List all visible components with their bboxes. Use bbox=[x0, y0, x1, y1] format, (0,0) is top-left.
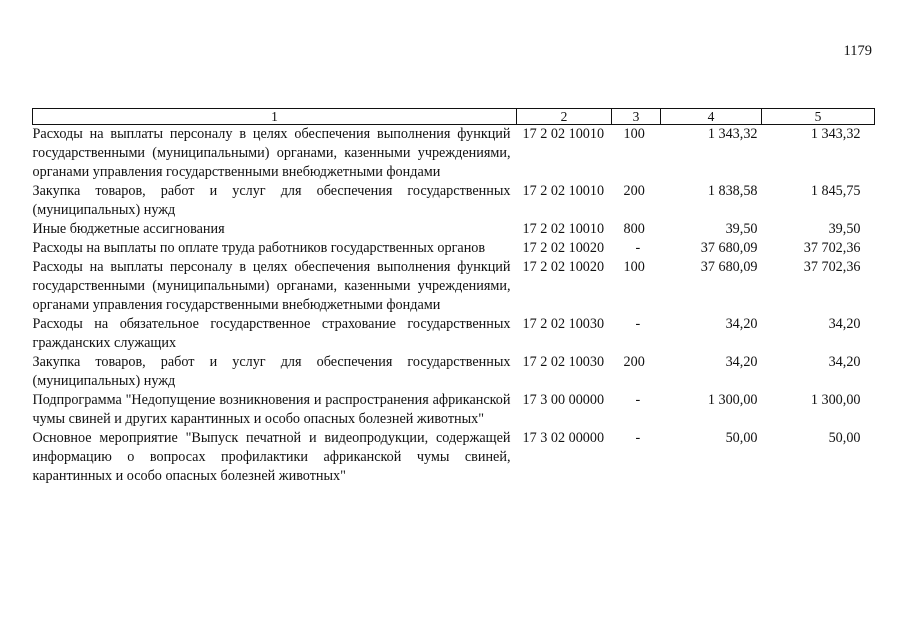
row-name: Расходы на выплаты по оплате труда работников государственных органов bbox=[32, 240, 486, 256]
row-vr: 800 bbox=[623, 221, 645, 237]
row-name: Закупка товаров, работ и услуг для обеспечения государственных (муниципальных) нужд bbox=[32, 183, 511, 218]
row-vr: 100 bbox=[623, 259, 645, 275]
table-row bbox=[33, 125, 875, 183]
table-body bbox=[33, 125, 875, 487]
row-sum-1: 37 680,09 bbox=[700, 240, 758, 256]
row-code: 17 2 02 10030 bbox=[522, 354, 605, 370]
row-vr: - bbox=[635, 430, 641, 446]
row-sum-1: 37 680,09 bbox=[700, 259, 758, 275]
row-sum-2: 39,50 bbox=[828, 221, 861, 237]
row-code: 17 2 02 10010 bbox=[522, 183, 605, 199]
row-code: 17 3 00 00000 bbox=[522, 392, 605, 408]
column-header-sum-2: 5 bbox=[762, 109, 875, 125]
row-vr: 100 bbox=[623, 126, 645, 142]
column-header-sum-1: 4 bbox=[661, 109, 762, 125]
row-code: 17 2 02 10020 bbox=[522, 240, 605, 256]
row-sum-2: 50,00 bbox=[828, 430, 861, 446]
column-header-name: 1 bbox=[33, 109, 517, 125]
table-row bbox=[33, 391, 875, 429]
row-name: Подпрограмма "Недопущение возникновения и распространения африканской чумы свиней и других карантинных и особо опасных болезней животных" bbox=[32, 392, 511, 427]
row-code: 17 3 02 00000 bbox=[522, 430, 605, 446]
column-header-vr: 3 bbox=[612, 109, 661, 125]
row-vr: - bbox=[635, 392, 641, 408]
row-sum-1: 1 838,58 bbox=[707, 183, 758, 199]
row-sum-2: 1 845,75 bbox=[810, 183, 861, 199]
row-sum-2: 34,20 bbox=[828, 316, 861, 332]
row-sum-1: 1 343,32 bbox=[707, 126, 758, 142]
column-header-code: 2 bbox=[517, 109, 612, 125]
row-sum-2: 1 343,32 bbox=[810, 126, 861, 142]
row-vr: - bbox=[635, 316, 641, 332]
row-name: Расходы на выплаты персоналу в целях обеспечения выполнения функций государственными (муниципальными) органами, казенными учреждениями, органами управления государственными внебюджетными фондами bbox=[32, 259, 511, 313]
row-sum-1: 34,20 bbox=[725, 354, 758, 370]
row-sum-1: 39,50 bbox=[725, 221, 758, 237]
row-sum-2: 1 300,00 bbox=[810, 392, 861, 408]
row-name: Основное мероприятие "Выпуск печатной и видеопродукции, содержащей информацию о вопросах профилактики африканской чумы свиней, карантинных и особо опасных болезней животных" bbox=[32, 430, 511, 484]
table-row bbox=[33, 182, 875, 220]
table-row bbox=[33, 353, 875, 391]
row-sum-2: 37 702,36 bbox=[803, 259, 861, 275]
row-name: Расходы на обязательное государственное страхование государственных гражданских служащих bbox=[32, 316, 511, 351]
table-row bbox=[33, 220, 875, 239]
row-sum-1: 50,00 bbox=[725, 430, 758, 446]
table-row bbox=[33, 239, 875, 258]
row-code: 17 2 02 10010 bbox=[522, 126, 605, 142]
row-sum-1: 1 300,00 bbox=[707, 392, 758, 408]
row-code: 17 2 02 10020 bbox=[522, 259, 605, 275]
table-row bbox=[33, 315, 875, 353]
row-code: 17 2 02 10030 bbox=[522, 316, 605, 332]
header-row bbox=[33, 109, 875, 125]
row-sum-1: 34,20 bbox=[725, 316, 758, 332]
row-sum-2: 34,20 bbox=[828, 354, 861, 370]
table-row bbox=[33, 429, 875, 486]
table-header bbox=[33, 109, 875, 125]
row-sum-2: 37 702,36 bbox=[803, 240, 861, 256]
row-name: Иные бюджетные ассигнования bbox=[32, 221, 225, 237]
row-vr: 200 bbox=[623, 183, 645, 199]
page-number: 1179 bbox=[843, 43, 872, 59]
row-vr: - bbox=[635, 240, 641, 256]
row-code: 17 2 02 10010 bbox=[522, 221, 605, 237]
row-name: Закупка товаров, работ и услуг для обеспечения государственных (муниципальных) нужд bbox=[32, 354, 511, 389]
budget-table bbox=[32, 108, 875, 486]
row-name: Расходы на выплаты персоналу в целях обеспечения выполнения функций государственными (муниципальными) органами, казенными учреждениями, органами управления государственными внебюджетными фондами bbox=[32, 126, 511, 180]
table-row bbox=[33, 258, 875, 315]
row-vr: 200 bbox=[623, 354, 645, 370]
